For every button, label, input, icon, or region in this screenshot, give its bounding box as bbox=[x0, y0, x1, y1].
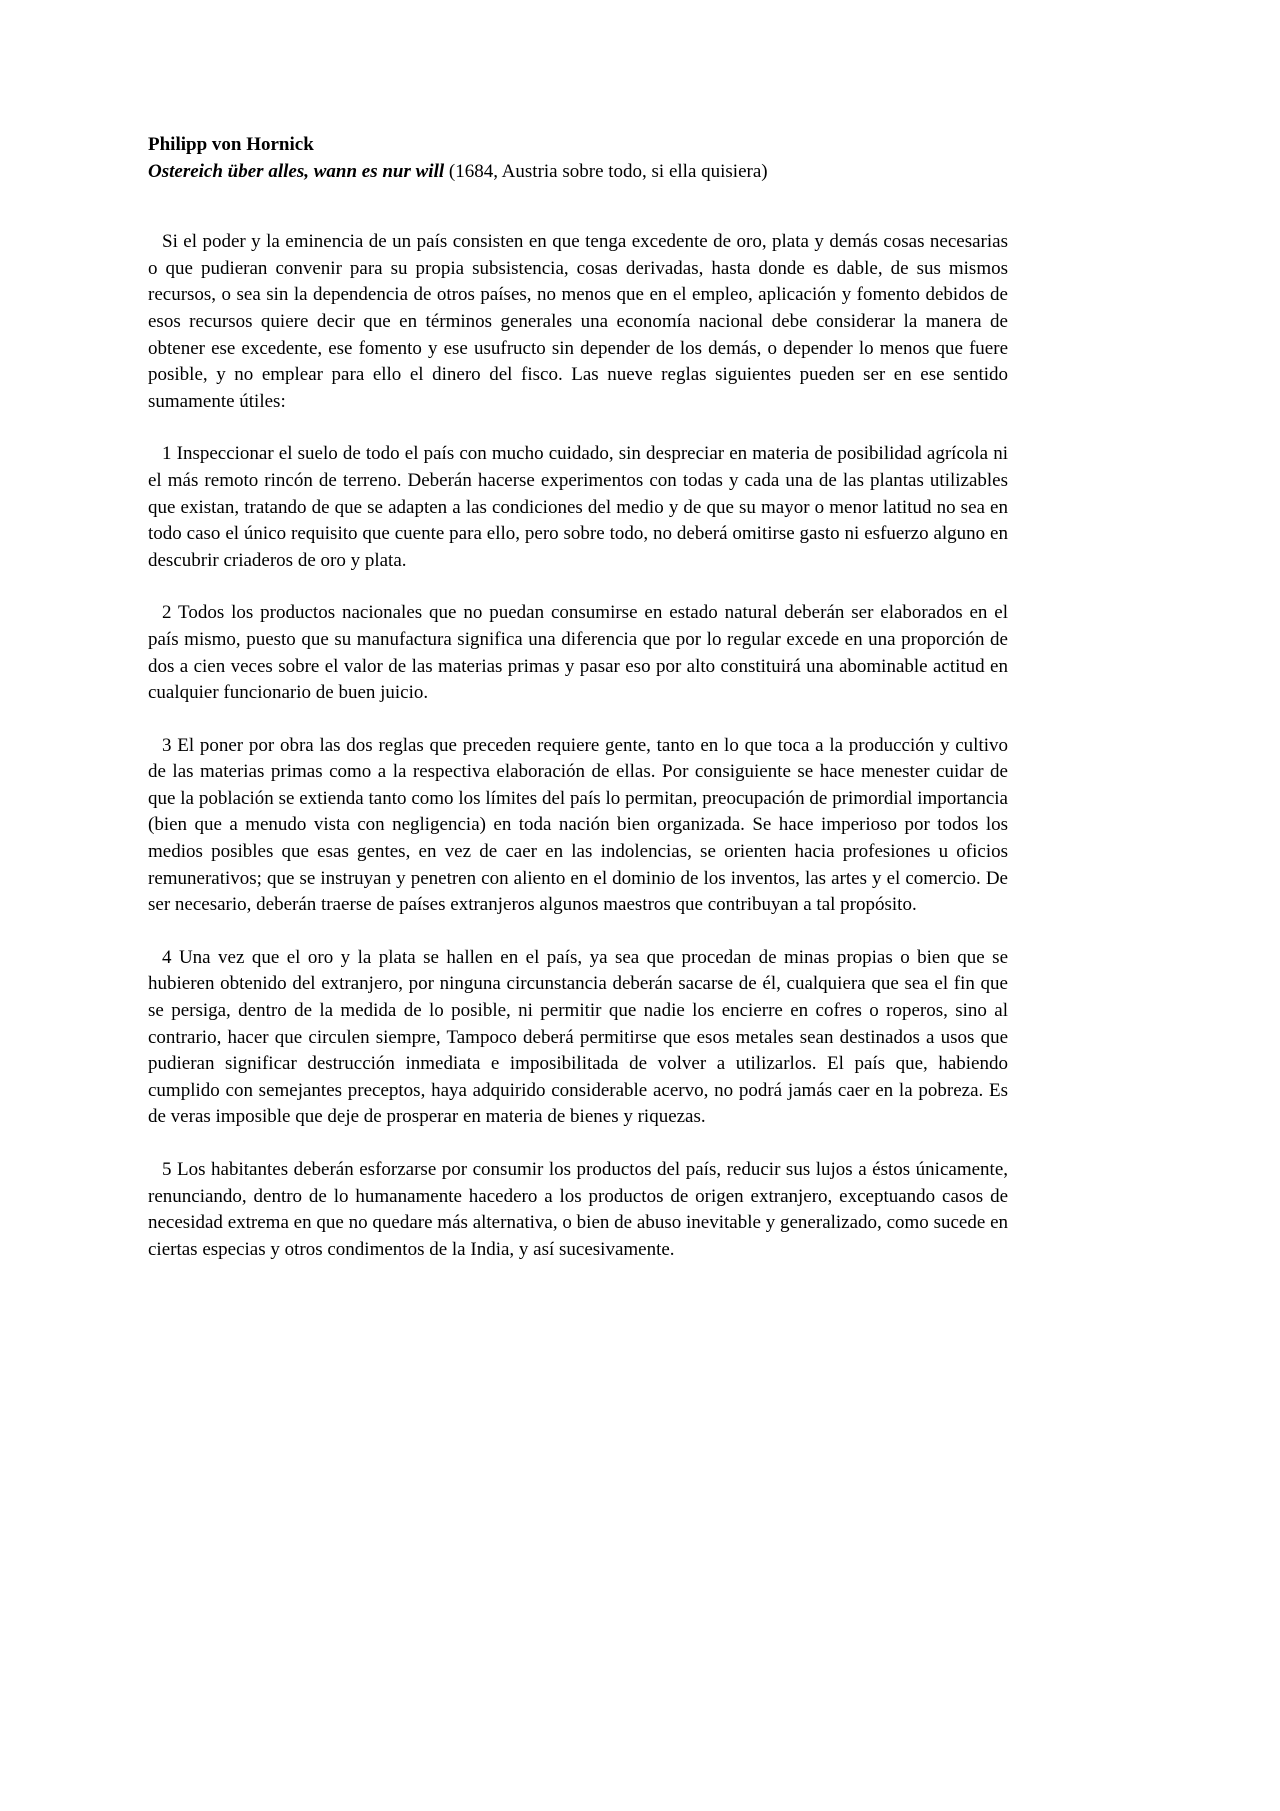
intro-paragraph: Si el poder y la eminencia de un país consisten en que tenga excedente de oro, plata y demás cosas necesarias o que pudieran convenir para su propia subsistencia, cosas derivadas, hasta donde es dable, de sus mismos recursos, o sea sin la dependencia de otros países, no menos que en el empleo, aplicación y fomento debidos de esos recursos quiere decir que en términos generales una economía nacional debe considerar la manera de obtener ese excedente, ese fomento y ese usufructo sin depender de los demás, o depender lo menos que fuere posible, y no emplear para ello el dinero del fisco. Las nueve reglas siguientes pueden ser en ese sentido sumamente útiles: bbox=[148, 231, 1008, 412]
rule-text: El poner por obra las dos reglas que preceden requiere gente, tanto en lo que toca a la producción y cultivo de las materias primas como a la respectiva elaboración de ellas. Por consiguiente se hace menester cuidar de que la población se extienda tanto como los límites del país lo permitan, preocupación de primordial importancia (bien que a menudo vista con negligencia) en toda nación bien organizada. Se hace imperioso por todos los medios posibles que esas gentes, en vez de caer en las indolencias, se orienten hacia profesiones u oficios remunerativos; que se instruyan y penetren con aliento en el dominio de los inventos, las artes y el comercio. De ser necesario, deberán traerse de países extranjeros algunos maestros que contribuyan a tal propósito. bbox=[148, 734, 1009, 916]
rule-text: Los habitantes deberán esforzarse por consumir los productos del país, reducir sus lujos a éstos únicamente, renunciando, dentro de lo humanamente hacedero a los productos de origen extranjero, exceptuando casos de necesidad extrema en que no quedare más alternativa, o bien de abuso inevitable y generalizado, como sucede en ciertas especias y otros condimentos de la India, y así sucesivamente. bbox=[148, 1159, 1009, 1260]
rule-paragraph-1 bbox=[148, 441, 1008, 574]
rule-text: Inspeccionar el suelo de todo el país con mucho cuidado, sin despreciar en materia de posibilidad agrícola ni el más remoto rincón de terreno. Deberán hacerse experimentos con todas y cada una de las plantas utilizables que existan, tratando de que se adapten a las condiciones del medio y de que su mayor o menor latitud no sea en todo caso el único requisito que cuente para ello, pero sobre todo, no deberá omitirse gasto ni esfuerzo alguno en descubrir criaderos de oro y plata. bbox=[148, 443, 1009, 571]
work-title-line bbox=[148, 159, 1008, 186]
rule-number: 1 bbox=[162, 443, 172, 465]
rule-number: 5 bbox=[162, 1159, 172, 1180]
author-name: Philipp von Hornick bbox=[148, 134, 314, 155]
work-subtitle: (1684, Austria sobre todo, si ella quisiera) bbox=[444, 160, 768, 182]
rule-paragraph-3 bbox=[148, 733, 1008, 919]
rule-text: Una vez que el oro y la plata se hallen en el país, ya sea que procedan de minas propias o bien que se hubieren obtenido del extranjero, por ninguna circunstancia deberán sacarse de él, cualquiera que sea el fin que se persiga, dentro de la medida de lo posible, ni permitir que nadie los encierre en cofres o roperos, sino al contrario, hacer que circulen siempre, Tampoco deberá permitirse que esos metales sean destinados a usos que pudieran significar destrucción inmediata e imposibilitada de volver a utilizarlos. El país que, habiendo cumplido con semejantes preceptos, haya adquirido considerable acervo, no podrá jamás caer en la pobreza. Es de veras imposible que deje de prosperar en materia de bienes y riquezas. bbox=[148, 946, 1009, 1128]
rule-number: 3 bbox=[162, 734, 172, 756]
rule-number: 2 bbox=[162, 602, 172, 624]
rule-paragraph-2 bbox=[148, 600, 1008, 706]
document-header bbox=[148, 132, 1008, 185]
rule-paragraph-4 bbox=[148, 945, 1008, 1131]
work-title: Ostereich über alles, wann es nur will bbox=[148, 160, 445, 182]
rule-text: Todos los productos nacionales que no puedan consumirse en estado natural deberán ser elaborados en el país mismo, puesto que su manufactura significa una diferencia que por lo regular excede en una proporción de dos a cien veces sobre el valor de las materias primas y pasar eso por alto constituirá una abominable actitud en cualquier funcionario de buen juicio. bbox=[148, 602, 1008, 704]
rule-number: 4 bbox=[162, 946, 172, 968]
rule-paragraph-5 bbox=[148, 1157, 1008, 1263]
